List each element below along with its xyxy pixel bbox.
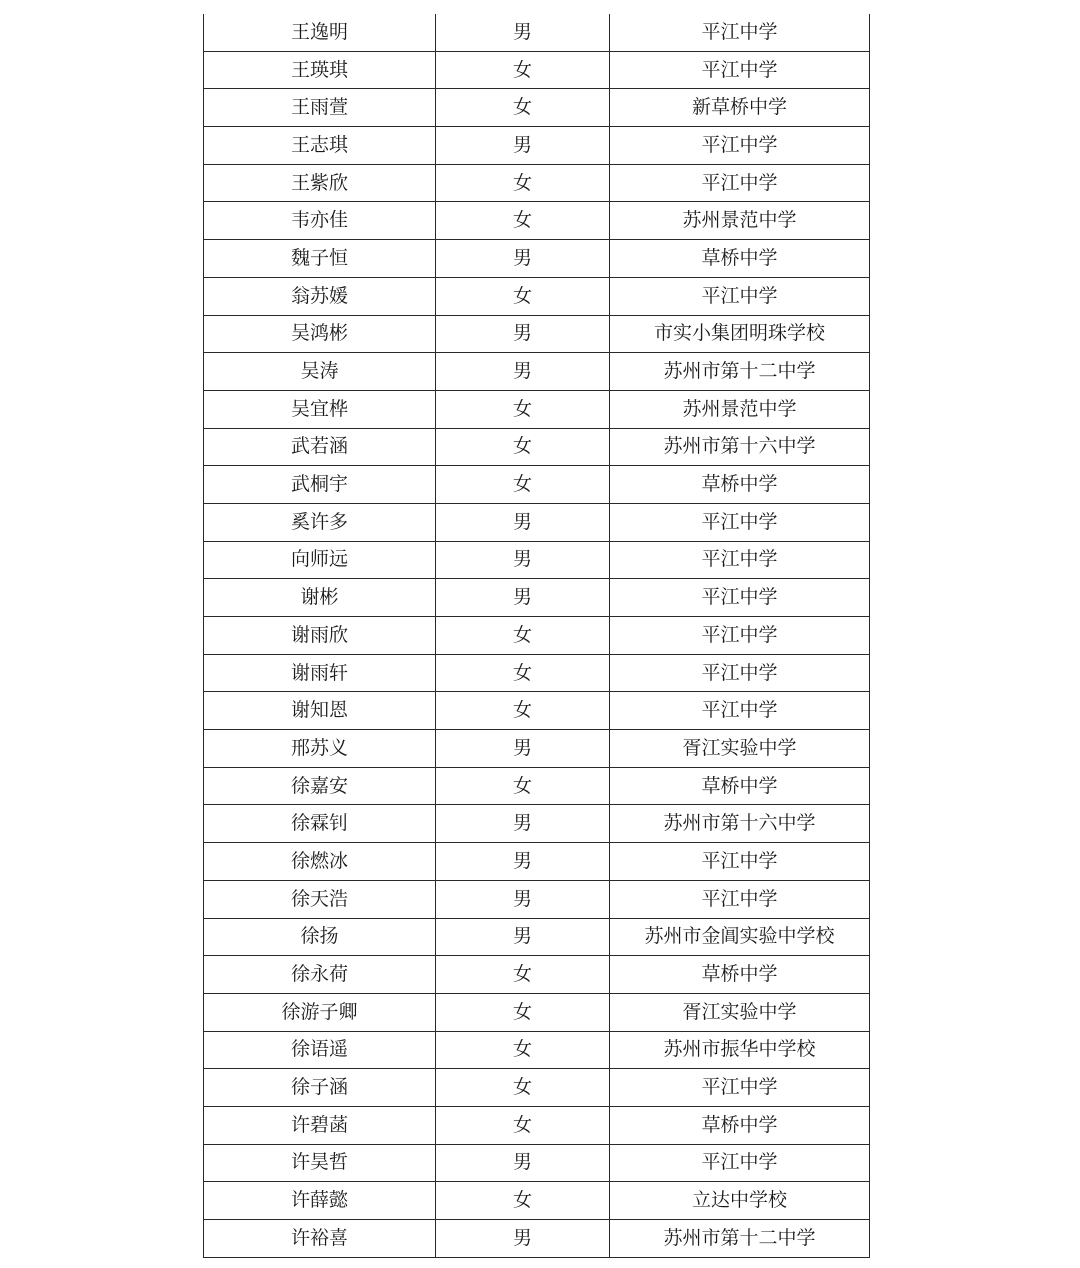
school-cell: 苏州市振华中学校 xyxy=(610,1031,870,1069)
table-row xyxy=(204,1106,870,1144)
table-row xyxy=(204,993,870,1031)
table-row xyxy=(204,127,870,165)
student-name-cell: 许裕喜 xyxy=(204,1220,436,1258)
student-name-cell: 徐游子卿 xyxy=(204,993,436,1031)
school-cell: 平江中学 xyxy=(610,541,870,579)
table-row xyxy=(204,918,870,956)
student-name-cell: 许碧菡 xyxy=(204,1106,436,1144)
school-cell: 草桥中学 xyxy=(610,466,870,504)
student-name-cell: 许薛懿 xyxy=(204,1182,436,1220)
student-name-cell: 武若涵 xyxy=(204,428,436,466)
student-name-cell: 魏子恒 xyxy=(204,240,436,278)
school-cell: 草桥中学 xyxy=(610,1106,870,1144)
gender-cell: 男 xyxy=(436,240,610,278)
school-cell: 平江中学 xyxy=(610,579,870,617)
student-name-cell: 邢苏义 xyxy=(204,730,436,768)
school-cell: 苏州景范中学 xyxy=(610,390,870,428)
school-cell: 草桥中学 xyxy=(610,767,870,805)
table-row xyxy=(204,390,870,428)
school-cell: 平江中学 xyxy=(610,880,870,918)
gender-cell: 女 xyxy=(436,1106,610,1144)
student-name-cell: 许昊哲 xyxy=(204,1144,436,1182)
school-cell: 苏州市第十二中学 xyxy=(610,353,870,391)
student-name-cell: 吴鸿彬 xyxy=(204,315,436,353)
school-cell: 平江中学 xyxy=(610,1144,870,1182)
table-row xyxy=(204,1220,870,1258)
gender-cell: 女 xyxy=(436,1182,610,1220)
school-cell: 草桥中学 xyxy=(610,956,870,994)
table-row xyxy=(204,315,870,353)
gender-cell: 女 xyxy=(436,767,610,805)
student-name-cell: 王雨萱 xyxy=(204,89,436,127)
school-cell: 苏州市第十二中学 xyxy=(610,1220,870,1258)
student-name-cell: 谢雨欣 xyxy=(204,617,436,655)
roster-table-container xyxy=(203,14,869,1259)
table-row xyxy=(204,164,870,202)
student-name-cell: 奚许多 xyxy=(204,503,436,541)
table-row xyxy=(204,692,870,730)
school-cell: 平江中学 xyxy=(610,14,870,51)
student-name-cell: 吴涛 xyxy=(204,353,436,391)
table-row xyxy=(204,89,870,127)
gender-cell: 女 xyxy=(436,466,610,504)
gender-cell: 女 xyxy=(436,654,610,692)
student-name-cell: 王逸明 xyxy=(204,14,436,51)
gender-cell: 男 xyxy=(436,541,610,579)
table-row xyxy=(204,1031,870,1069)
gender-cell: 女 xyxy=(436,51,610,89)
school-cell: 平江中学 xyxy=(610,654,870,692)
table-row xyxy=(204,466,870,504)
table-row xyxy=(204,805,870,843)
school-cell: 平江中学 xyxy=(610,127,870,165)
table-row xyxy=(204,240,870,278)
student-name-cell: 翁苏媛 xyxy=(204,277,436,315)
school-cell: 平江中学 xyxy=(610,164,870,202)
gender-cell: 女 xyxy=(436,1031,610,1069)
gender-cell: 男 xyxy=(436,1144,610,1182)
roster-table-body xyxy=(204,14,870,1257)
gender-cell: 女 xyxy=(436,692,610,730)
school-cell: 市实小集团明珠学校 xyxy=(610,315,870,353)
student-name-cell: 徐语遥 xyxy=(204,1031,436,1069)
school-cell: 平江中学 xyxy=(610,1069,870,1107)
table-row xyxy=(204,579,870,617)
school-cell: 平江中学 xyxy=(610,692,870,730)
table-row xyxy=(204,843,870,881)
school-cell: 苏州市金阊实验中学校 xyxy=(610,918,870,956)
student-name-cell: 向师远 xyxy=(204,541,436,579)
school-cell: 胥江实验中学 xyxy=(610,730,870,768)
student-name-cell: 吴宜桦 xyxy=(204,390,436,428)
school-cell: 平江中学 xyxy=(610,503,870,541)
student-name-cell: 王紫欣 xyxy=(204,164,436,202)
gender-cell: 男 xyxy=(436,805,610,843)
table-row xyxy=(204,1069,870,1107)
gender-cell: 男 xyxy=(436,315,610,353)
gender-cell: 女 xyxy=(436,428,610,466)
school-cell: 苏州市第十六中学 xyxy=(610,805,870,843)
table-row xyxy=(204,956,870,994)
table-row xyxy=(204,617,870,655)
student-name-cell: 徐子涵 xyxy=(204,1069,436,1107)
gender-cell: 男 xyxy=(436,1220,610,1258)
gender-cell: 男 xyxy=(436,353,610,391)
gender-cell: 男 xyxy=(436,880,610,918)
table-row xyxy=(204,1144,870,1182)
gender-cell: 女 xyxy=(436,202,610,240)
student-name-cell: 徐天浩 xyxy=(204,880,436,918)
student-name-cell: 徐扬 xyxy=(204,918,436,956)
table-row xyxy=(204,654,870,692)
table-row xyxy=(204,1182,870,1220)
gender-cell: 男 xyxy=(436,918,610,956)
school-cell: 草桥中学 xyxy=(610,240,870,278)
table-row xyxy=(204,767,870,805)
student-name-cell: 徐霖钊 xyxy=(204,805,436,843)
gender-cell: 女 xyxy=(436,956,610,994)
gender-cell: 男 xyxy=(436,843,610,881)
student-name-cell: 武桐宇 xyxy=(204,466,436,504)
table-row xyxy=(204,277,870,315)
gender-cell: 女 xyxy=(436,164,610,202)
table-row xyxy=(204,353,870,391)
student-name-cell: 徐永荷 xyxy=(204,956,436,994)
roster-table xyxy=(203,14,870,1258)
gender-cell: 女 xyxy=(436,617,610,655)
school-cell: 立达中学校 xyxy=(610,1182,870,1220)
school-cell: 平江中学 xyxy=(610,617,870,655)
student-name-cell: 王瑛琪 xyxy=(204,51,436,89)
school-cell: 平江中学 xyxy=(610,843,870,881)
gender-cell: 男 xyxy=(436,127,610,165)
school-cell: 苏州市第十六中学 xyxy=(610,428,870,466)
gender-cell: 女 xyxy=(436,993,610,1031)
gender-cell: 男 xyxy=(436,579,610,617)
table-row xyxy=(204,14,870,51)
table-row xyxy=(204,503,870,541)
table-row xyxy=(204,730,870,768)
gender-cell: 男 xyxy=(436,503,610,541)
gender-cell: 男 xyxy=(436,14,610,51)
student-name-cell: 谢彬 xyxy=(204,579,436,617)
school-cell: 苏州景范中学 xyxy=(610,202,870,240)
table-row xyxy=(204,428,870,466)
student-name-cell: 韦亦佳 xyxy=(204,202,436,240)
table-row xyxy=(204,880,870,918)
table-row xyxy=(204,51,870,89)
school-cell: 新草桥中学 xyxy=(610,89,870,127)
school-cell: 胥江实验中学 xyxy=(610,993,870,1031)
student-name-cell: 谢知恩 xyxy=(204,692,436,730)
student-name-cell: 谢雨轩 xyxy=(204,654,436,692)
school-cell: 平江中学 xyxy=(610,277,870,315)
school-cell: 平江中学 xyxy=(610,51,870,89)
student-name-cell: 徐嘉安 xyxy=(204,767,436,805)
student-name-cell: 王志琪 xyxy=(204,127,436,165)
table-row xyxy=(204,541,870,579)
student-name-cell: 徐燃冰 xyxy=(204,843,436,881)
gender-cell: 女 xyxy=(436,89,610,127)
gender-cell: 女 xyxy=(436,390,610,428)
gender-cell: 女 xyxy=(436,1069,610,1107)
gender-cell: 女 xyxy=(436,277,610,315)
table-row xyxy=(204,202,870,240)
gender-cell: 男 xyxy=(436,730,610,768)
